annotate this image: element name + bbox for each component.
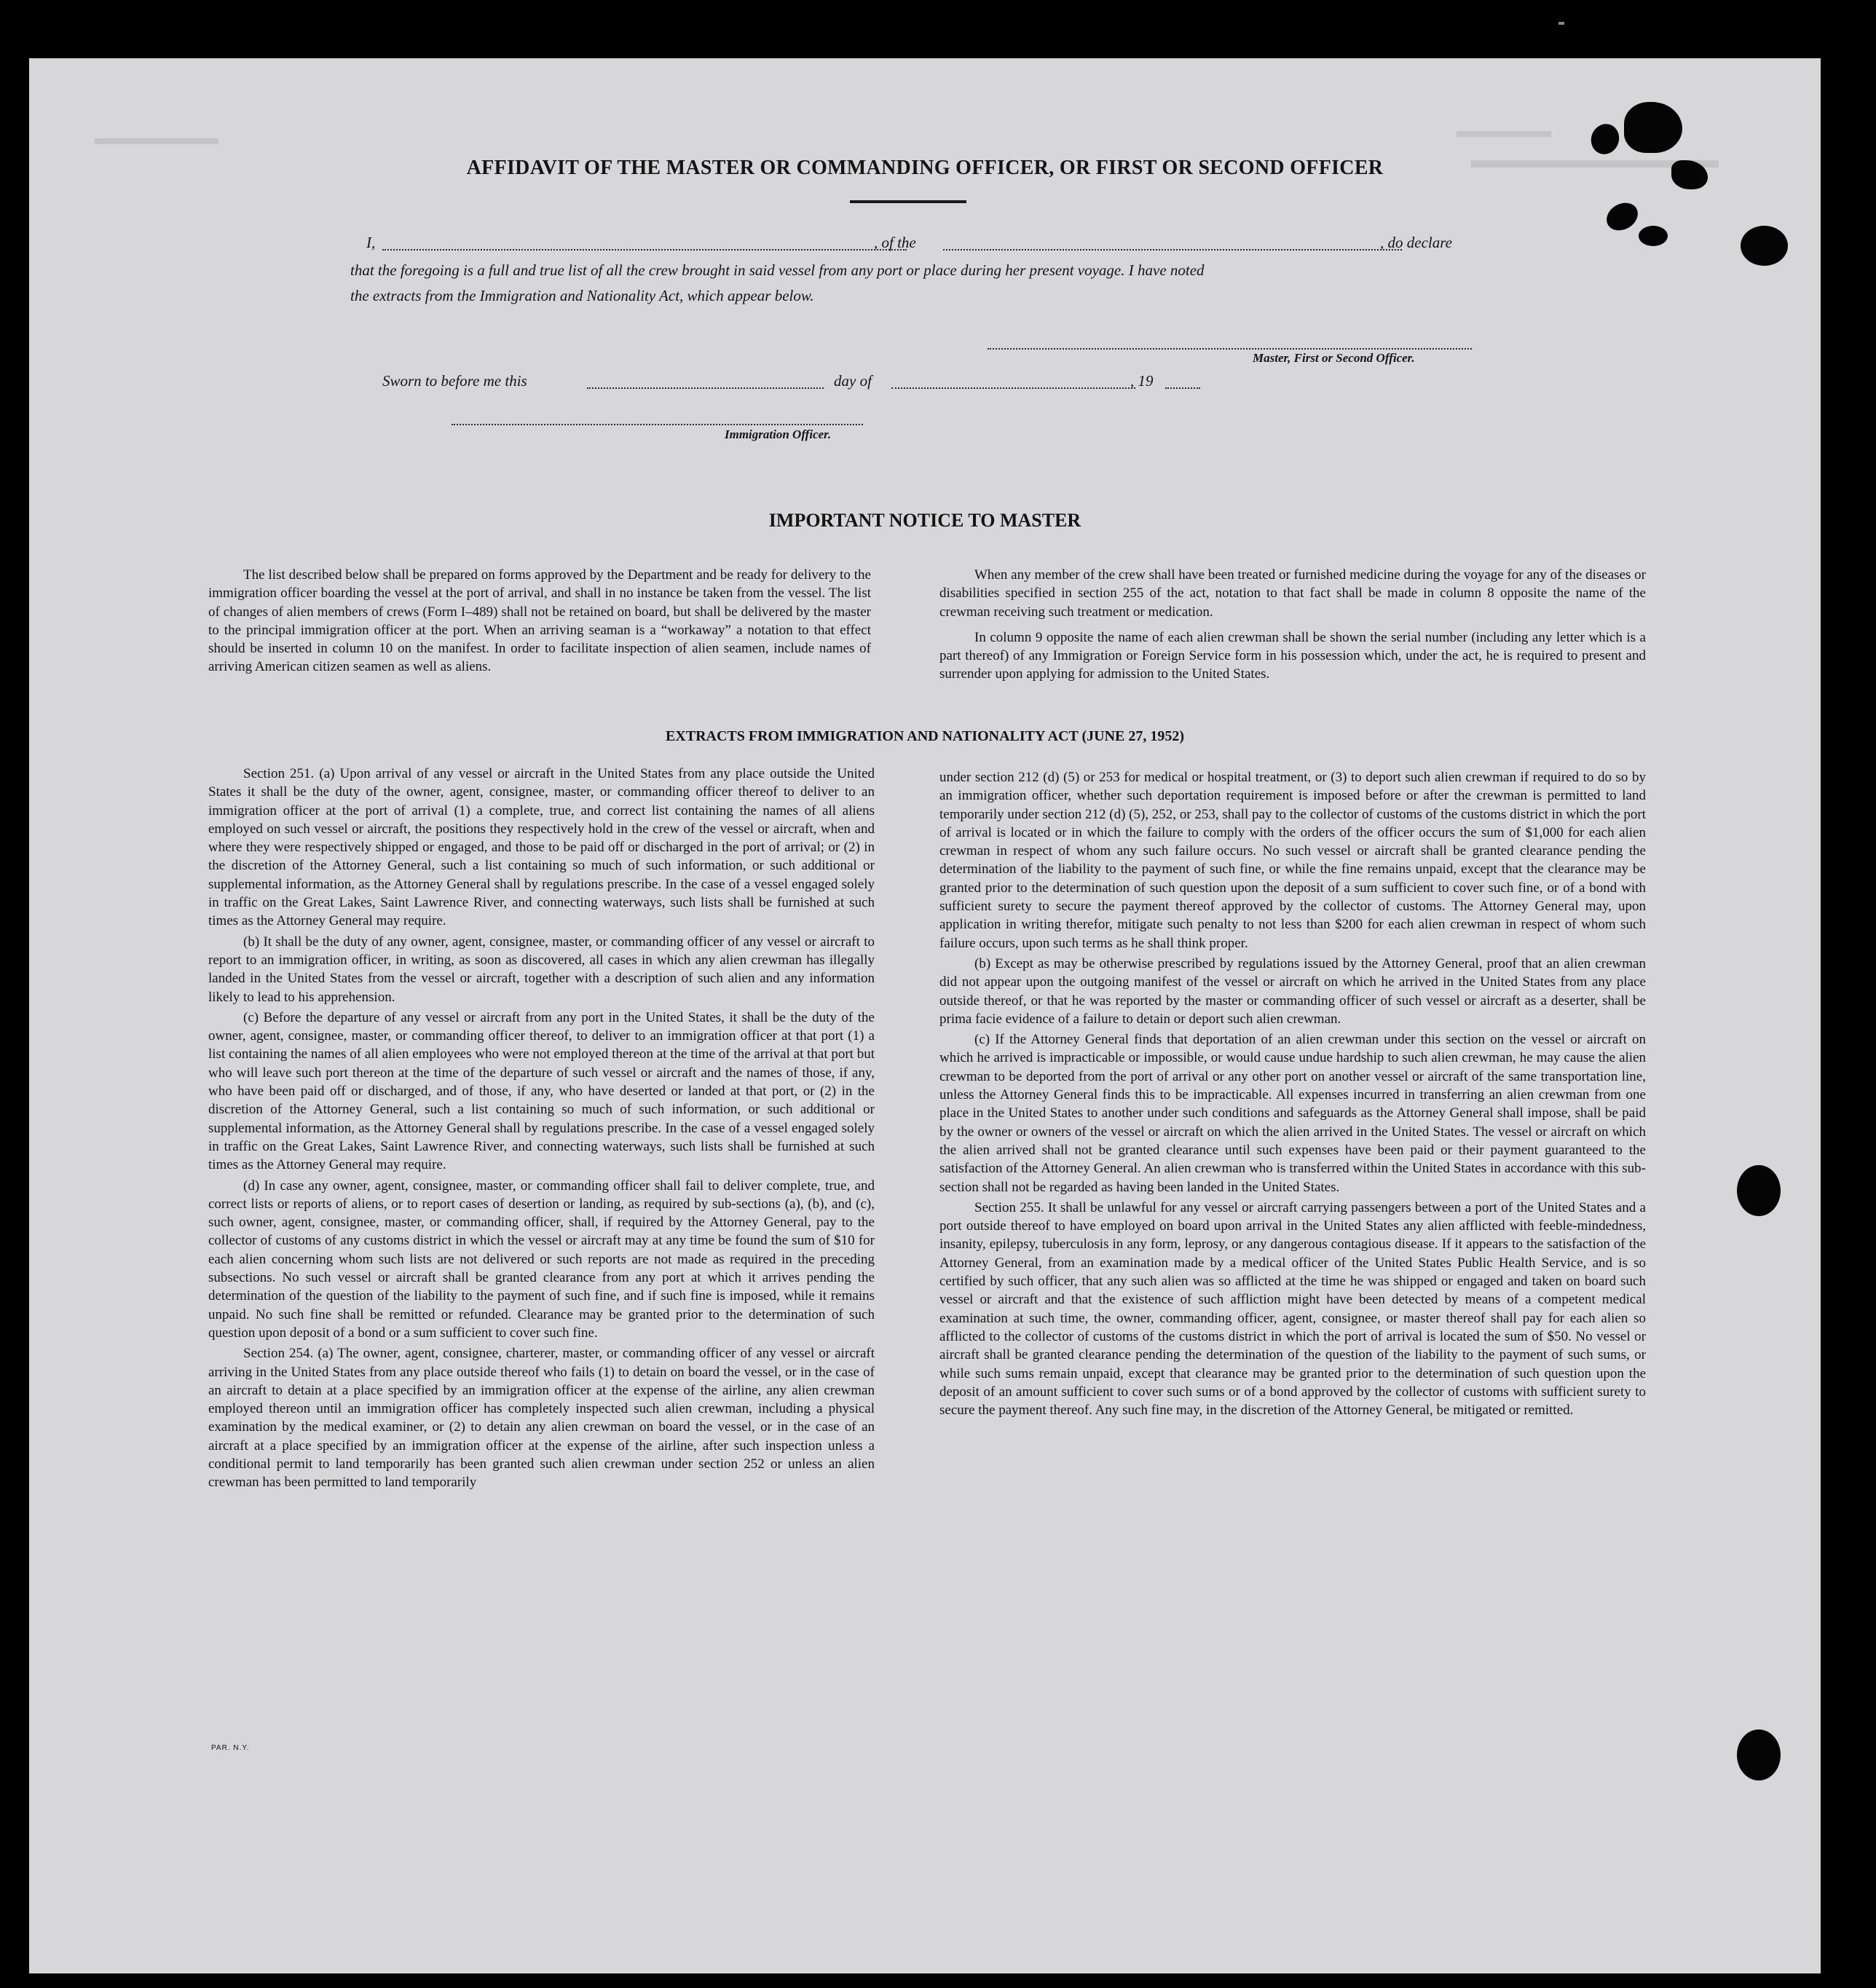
sworn-label: Sworn to before me this: [382, 372, 527, 390]
punch-hole: [1587, 120, 1623, 158]
name-blank: [382, 249, 907, 251]
month-blank: [891, 387, 1135, 389]
vessel-blank: [943, 249, 1402, 251]
extracts-left-column: [208, 765, 875, 1494]
notice-left-column: [208, 566, 871, 679]
punch-hole: [1741, 226, 1788, 266]
section-255: Section 255. It shall be unlawful for any vessel or aircraft carrying passengers between a port of the United States and a port outside thereof to have employed on board upon arrival in the United States any alien afflicted with feeble-mindedness, insanity, epilepsy, tuberculosis in any form, leprosy, or any dangerous contagious disease. If it appears to the satisfaction of the Attorney General, from an examination made by a medical officer of the United States Public Health Service, and is so certified by such officer, that any such alien was so afflicted at the time he was shipped or engaged and taken on board such vessel or aircraft and that the existence of such affliction might have been detected by means of a competent medical examination at such time, the owner, commanding officer, agent, consignee, or master thereof shall pay for each alien so afflicted to the collector of customs of the customs district in which the port of arrival is located the sum of $50. No vessel or aircraft shall be granted clearance pending the determination of the question of the liability to the payment of such sums, or while such sums remain unpaid, except that clearance may be granted prior to the determination of such question upon the deposit of an amount sufficient to cover such sums or of a bond approved by the collector of customs with sufficient surety to secure the payment thereof. Any such fine may, in the discretion of the Attorney General, be mitigated or remitted.: [939, 1199, 1646, 1419]
punch-hole: [1737, 1729, 1781, 1780]
notice-paragraph: In column 9 opposite the name of each alien crewman shall be shown the serial number (including any letter which is a part thereof) of any Immigration or Foreign Service form in his possession which, under the act, he is required to present and surrender upon applying for admission to the United States.: [939, 629, 1646, 682]
document-page: [29, 58, 1821, 1973]
year-label: , 19: [1130, 372, 1154, 390]
section-251b: (b) It shall be the duty of any owner, agent, consignee, master, or commanding officer of any vessel or aircraft to report to an immigration officer, in writing, as soon as discovered, all cases in which any alien crewman has illegally landed in the United States from the vessel or aircraft, together with a description of such alien and any information likely to lead to his apprehension.: [208, 934, 875, 1005]
section-254c: (c) If the Attorney General finds that deportation of an alien crewman under this section on the vessel or aircraft on which he arrived is impracticable or impossible, or would cause undue hardship to such alien crewman, he may cause the alien crewman to be deported from the port of arrival or any other port on another vessel or aircraft of the same transportation line, unless the Attorney General finds this to be impracticable. All expenses incurred in transferring an alien crewman from one place in the United States to another under such conditions and safeguards as the Attorney General shall impose, shall be paid by the owner or owners of the vessel or aircraft on which the alien arrived in the United States. The vessel or aircraft on which the alien arrived shall not be granted clearance until such expenses have been paid or their payment guaranteed to the satisfaction of the Attorney General. An alien crewman who is transferred within the United States in accordance with this sub-section shall not be regarded as having been landed in the United States.: [939, 1032, 1646, 1195]
i-label: I,: [366, 234, 376, 251]
extracts-title: EXTRACTS FROM IMMIGRATION AND NATIONALITY ACT (JUNE 27, 1952): [665, 728, 1185, 744]
of-the-label: , of the: [874, 234, 916, 251]
faint-bleed-mark: [95, 138, 218, 144]
notice-paragraph: The list described below shall be prepared on forms approved by the Department and be ready for delivery to the immigration officer boarding the vessel at the port of arrival, and shall in no instance be taken from the vessel. The list of changes of alien members of crews (Form I–489) shall not be retained on board, but shall be delivered by the master to the principal immigration officer at the port. When an arriving seaman is a “workaway” a notation to that effect should be inserted in column 10 on the manifest. In order to facilitate inspection of alien seamen, include names of arriving American citizen seamen as well as aliens.: [208, 567, 871, 675]
master-signature-line: [988, 348, 1472, 350]
section-254a: Section 254. (a) The owner, agent, consignee, charterer, master, or commanding officer of any vessel or aircraft arriving in the United States from any place outside thereof who fails (1) to detain on board the vessel, or in the case of an aircraft to detain at a place specified by an immigration officer at the expense of the airline, any alien crewman employed thereon until an immigration officer has completely inspected such alien crewman, including a physical examination by the medical examiner, or (2) to detain any alien crewman on board the vessel, or in the case of an aircraft at a place specified by an immigration officer at the expense of the airline, after such inspection unless a conditional permit to land temporarily has been granted such alien crewman under section 252 or unless an alien crewman has been permitted to land temporarily: [208, 1346, 875, 1491]
affidavit-title: AFFIDAVIT OF THE MASTER OR COMMANDING OFFICER, OR FIRST OR SECOND OFFICER: [466, 157, 1384, 179]
notice-title: IMPORTANT NOTICE TO MASTER: [768, 510, 1081, 531]
punch-hole: [1601, 197, 1642, 236]
printer-mark: PAR. N.Y.: [211, 1744, 250, 1752]
faint-bleed-mark: [1457, 131, 1551, 137]
punch-hole: [1624, 102, 1682, 153]
day-of-label: day of: [834, 372, 872, 390]
section-251d: (d) In case any owner, agent, consignee, master, or commanding officer shall fail to deliver complete, true, and correct lists or reports of aliens, or to report cases of desertion or landing, as required by sub-sections (a), (b), and (c), such owner, agent, consignee, master, or commanding officer, shall, if required by the Attorney General, pay to the collector of customs of any customs district in which the vessel or aircraft may at any time be found the sum of $10 for each alien concerning whom such lists are not delivered or such reports are not made as required in the preceding subsections. No such vessel or aircraft shall be granted clearance from any port at which it arrives pending the determination of the question of the liability to the payment of such fine, and if such fine is imposed, while it remains unpaid. No such fine shall be remitted or refunded. Clearance may be granted prior to the determination of such question upon deposit of a bond or a sum sufficient to cover such fine.: [208, 1178, 875, 1341]
declaration-text: the extracts from the Immigration and Nationality Act, which appear below.: [350, 287, 814, 304]
punch-hole: [1737, 1165, 1781, 1216]
notice-paragraph: When any member of the crew shall have been treated or furnished medicine during the voyage for any of the diseases or disabilities specified in section 255 of the act, notation to that fact shall be made in column 8 opposite the name of the crewman receiving such treatment or medication.: [939, 567, 1646, 620]
declaration-text: that the foregoing is a full and true list of all the crew brought in said vessel from any port or place during her present voyage. I have noted: [350, 261, 1205, 279]
immigration-officer-label: Immigration Officer.: [725, 427, 832, 441]
immigration-officer-line: [452, 424, 863, 425]
section-251a: Section 251. (a) Upon arrival of any vessel or aircraft in the United States from any place outside the United States it shall be the duty of the owner, agent, consignee, master, or commanding officer thereof to deliver to an immigration officer at the port of arrival (1) a complete, true, and correct list containing the names of all aliens employed on such vessel or aircraft, the positions they respectively hold in the crew of the vessel or aircraft, when and where they were respectively shipped or engaged, and those to be paid off or discharged in the port of arrival; or (2) in the discretion of the Attorney General, such a list containing so much of such information, or such additional or supplemental information, as the Attorney General shall by regulations prescribe. In the case of a vessel engaged solely in traffic on the Great Lakes, Saint Lawrence River, and connecting waterways, such lists shall be furnished at such times as the Attorney General may require.: [208, 766, 875, 929]
title-rule: [850, 200, 966, 203]
section-251c: (c) Before the departure of any vessel or aircraft from any port in the United States, it shall be the duty of the owner, agent, consignee, master, or commanding officer thereof, to deliver to an immigration officer at that port (1) a list containing the names of all alien employees who were not employed thereon at the time of the arrival at that port but who will leave such port thereon at the time of the departure of such vessel or aircraft and the names of those, if any, who have been paid off or discharged, and of those, if any, who have deserted or landed at that port, or (2) in the discretion of the Attorney General, such a list containing so much of such information, or such additional or supplemental information, as the Attorney General shall by regulations prescribe. In the case of a vessel engaged solely in traffic on the Great Lakes, Saint Lawrence River, and connecting waterways, such lists shall be furnished at such times as the Attorney General may require.: [208, 1009, 875, 1173]
punch-hole: [1639, 226, 1668, 246]
do-declare-label: , do declare: [1380, 234, 1452, 251]
year-blank: [1165, 387, 1200, 389]
day-blank: [587, 387, 824, 389]
extracts-right-column: [939, 768, 1646, 1421]
notice-right-column: [939, 566, 1646, 686]
corner-mark: [1558, 22, 1564, 25]
section-254b: (b) Except as may be otherwise prescribed by regulations issued by the Attorney General, proof that an alien crewman did not appear upon the outgoing manifest of the vessel or aircraft on which he arrived in the United States from any place outside thereof, or that he was reported by the master or commanding officer of such vessel or aircraft as a deserter, shall be prima facie evidence of a failure to detain or deport such alien crewman.: [939, 955, 1646, 1027]
master-signature-label: Master, First or Second Officer.: [1253, 351, 1415, 365]
section-254a-continued: under section 212 (d) (5) or 253 for medical or hospital treatment, or (3) to deport such alien crewman if required to do so by an immigration officer, whether such deportation requirement is imposed before or after the crewman is permitted to land temporarily under section 212 (d) (5), 252, or 253, shall pay to the collector of customs of the customs district in which the port of arrival is located or in which the failure to comply with the orders of the officer occurs the sum of $1,000 for each alien crewman in respect of whom any such failure occurs. No such vessel or aircraft shall be granted clearance pending the determination of the liability to the payment of such fine, or while the fine remains unpaid, except that the clearance may be granted prior to the determination of such question upon the deposit of a sum sufficient to cover such fine, or of a bond with sufficient surety to secure the payment thereof approved by the collector of customs. The Attorney General may, upon application in writing therefor, mitigate such penalty to not less than $200 for each alien crewman in respect of whom such failure occurs, upon such terms as he shall think proper.: [939, 770, 1646, 951]
